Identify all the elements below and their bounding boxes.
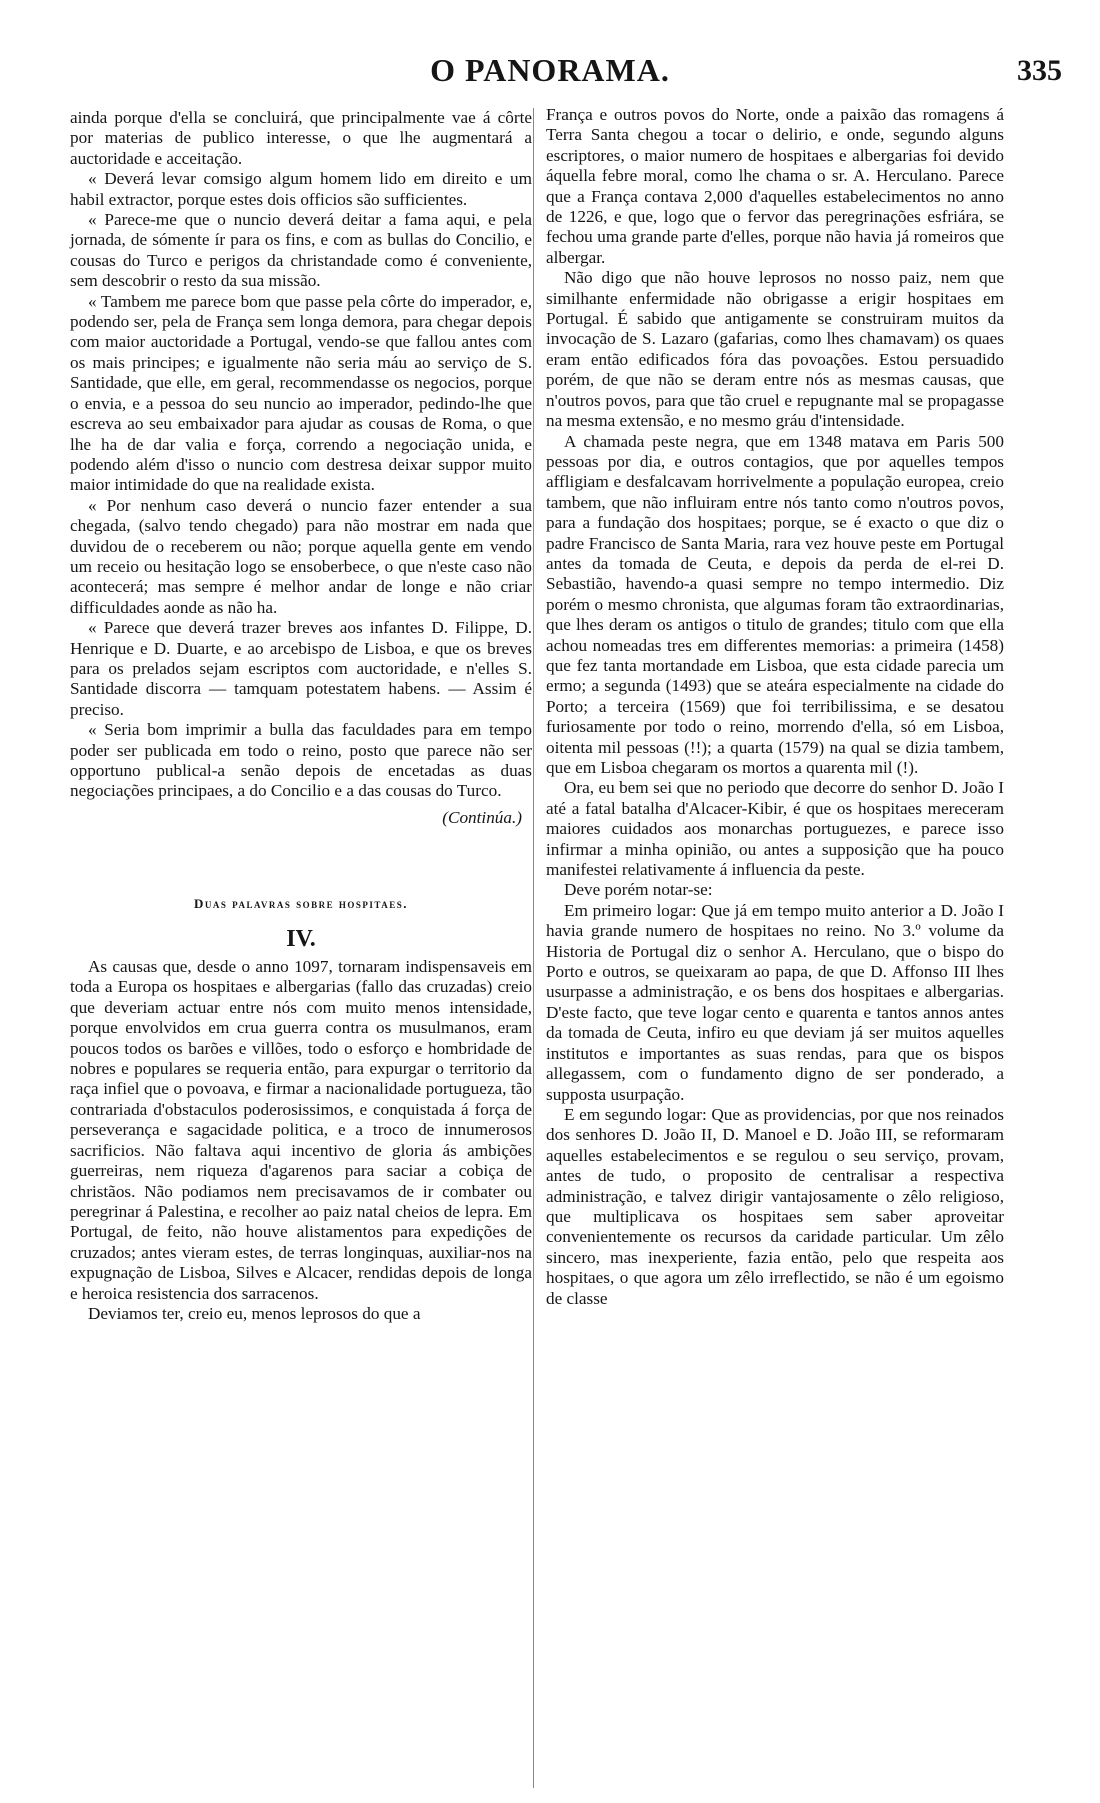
paragraph: « Seria bom imprimir a bulla das faculdades para em tempo poder ser publicada em todo o reino, posto que parece não ser opportuno publical-a senão depois de encetadas as duas negociações principaes, a do Concilio e a das cousas do Turco. xyxy=(70,720,532,801)
continua-note: (Continúa.) xyxy=(442,807,522,827)
paragraph: Deviamos ter, creio eu, menos leprosos do que a xyxy=(88,1303,421,1323)
section-number: IV. xyxy=(286,925,316,952)
page-header xyxy=(0,52,1100,92)
paragraph: A chamada peste negra, que em 1348 matava em Paris 500 pessoas por dia, e outros contagios, que por aquelles tempos affligiam e desfalcavam horrivelmente a população europea, creio tambem, que não influiram entre nós tanto como n'outros povos, para a fundação dos hospitaes; porque, se é exacto o que diz o padre Francisco de Santa Maria, rara vez houve peste em Portugal antes da tomada de Ceuta, e depois da perda de el-rei D. Sebastião, havendo-a quasi sempre no tempo intermedio. Diz porém o mesmo chronista, que algumas foram tão extraordinarias, que lhes deram os antigos o titulo de grandes; titulo com que ella achou nomeadas tres em differentes memorias: a primeira (1458) que fez tanta mortandade em Lisboa, que esta cidade parecia um ermo; a segunda (1493) que se ateára especialmente na cidade do Porto; a terceira (1569) que foi terribilissima, e se desatou furiosamente por todo o reino, morrendo d'ella, só em Lisboa, oitenta mil pessoas (!!); a quarta (1579) na qual se dizia tambem, que em Lisboa chegaram os mortos a quarenta mil (!). xyxy=(546,431,1004,777)
column-divider xyxy=(533,108,534,1788)
paragraph: França e outros povos do Norte, onde a paixão das romagens á Terra Santa chegou a tocar o delirio, e onde, segundo alguns escriptores, o maior numero de hospitaes e albergarias foi devido áquella febre moral, como lhe chama o sr. A. Herculano. Parece que a França contava 2,000 d'aquelles estabelecimentos no anno de 1226, e que, logo que o fervor das peregrinações esfriára, se fechou uma grande parte d'elles, porque não havia já romeiros que albergar. xyxy=(546,105,1004,267)
paragraph: As causas que, desde o anno 1097, tornaram indispensaveis em toda a Europa os hospitaes e albergarias (fallo das cruzadas) creio que deveriam actuar entre nós com muito menos intensidade, porque envolvidos em crua guerra contra os musulmanos, eram poucos todos os barões e villões, todo o esforço e hombridade de nobres e populares se requeria então, para expurgar o territorio da raça infiel que o povoava, e firmar a nacionalidade portugueza, tão contrariada d'obstaculos poderosissimos, e conquistada á força de perseverança e sagacidade politica, e a troco de innumerosos sacrificios. Não faltava aqui incentivo de gloria ás ambições guerreiras, nem riqueza d'agarenos para saciar a cobiça de christãos. Não podiamos nem precisavamos de ir combater ou peregrinar á Palestina, e recolher ao paiz natal cheios de lepra. Em Portugal, de feito, não houve alistamentos para expedições de cruzados; antes vieram estes, de terras longinquas, auxiliar-nos na expugnação de Lisboa, Silves e Alcacer, rendidas depois de longa e heroica resistencia dos sarracenos. xyxy=(70,957,532,1303)
paragraph: Ora, eu bem sei que no periodo que decorre do senhor D. João I até a fatal batalha d'Alcacer-Kibir, é que os hospitaes mereceram maiores cuidados aos monarchas portuguezes, e parece isso infirmar a minha opinião, ou antes a supposição que ha pouco manifestei relativamente á influencia da peste. xyxy=(546,778,1004,880)
paragraph: E em segundo logar: Que as providencias, por que nos reinados dos senhores D. João II, D. Manoel e D. João III, se reformaram aquelles estabelecimentos e se regulou o seu serviço, provam, antes de tudo, o proposito de centralisar a respectiva administração, e talvez dirigir vantajosamente o zêlo religioso, que multiplicava os hospitaes sem saber aproveitar convenientemente os recursos da caridade particular. Um zêlo sincero, mas inexperiente, fazia então, pelo que respeita aos hospitaes, o que agora um zêlo irreflectido, se não é um egoismo de classe xyxy=(546,1104,1004,1308)
paragraph: Em primeiro logar: Que já em tempo muito anterior a D. João I havia grande numero de hospitaes no reino. No 3.º volume da Historia de Portugal diz o senhor A. Herculano, que o bispo do Porto e outros, se queixaram ao papa, de que D. Affonso III lhes usurpasse a administração, e os bens dos hospitaes e albergarias. D'este facto, que teve logar cento e quarenta e tantos annos antes da tomada de Ceuta, infiro eu que deviam já ser muitos aquelles institutos e importantes as suas rendas, para que os bispos allegassem, com o fundamento digno de ser ponderado, a supposta usurpação. xyxy=(546,900,1004,1104)
paragraph: « Parece que deverá trazer breves aos infantes D. Filippe, D. Henrique e D. Duarte, e ao arcebispo de Lisboa, e que os breves para os prelados sejam escriptos com auctoridade, e n'elles S. Santidade discorra — tamquam potestatem habens. — Assim é preciso. xyxy=(70,618,532,719)
publication-title: O PANORAMA. xyxy=(430,52,670,88)
paragraph: « Por nenhum caso deverá o nuncio fazer entender a sua chegada, (salvo tendo chegado) para não mostrar em nada que duvidou de o receberem ou não; porque aquella gente em vendo um receio ou hesitação logo se ensoberbece, o que n'este caso não acontecerá; mas sempre é melhor andar de longe e não criar difficuldades aonde as não ha. xyxy=(70,495,532,617)
paragraph: « Deverá levar comsigo algum homem lido em direito e um habil extractor, porque estes dois officios são sufficientes. xyxy=(70,169,532,209)
section-title: Duas palavras sobre hospitaes. xyxy=(194,896,408,912)
page-number: 335 xyxy=(1017,54,1062,87)
paragraph: Deve porém notar-se: xyxy=(564,880,713,900)
left-column xyxy=(70,108,532,1324)
paragraph: Não digo que não houve leprosos no nosso paiz, nem que similhante enfermidade não obrigasse a erigir hospitaes em Portugal. É sabido que antigamente se construiram muitos da invocação de S. Lazaro (gafarias, como lhes chamavam) os quaes eram então edificados fóra das povoações. Estou persuadido porém, de que não se deram entre nós as mesmas causas, que n'outros povos, para que tão cruel e repugnante mal se propagasse na mesma extensão, e no mesmo gráu d'intensidade. xyxy=(546,268,1004,431)
paragraph: ainda porque d'ella se concluirá, que principalmente vae á côrte por materias de publico interesse, o que lhe augmentará a auctoridade e acceitação. xyxy=(70,108,532,168)
right-column xyxy=(546,105,1004,1309)
paragraph: « Parece-me que o nuncio deverá deitar a fama aqui, e pela jornada, de sómente ír para os fins, e com as bullas do Concilio, e cousas do Turco e perigos da christandade como é conveniente, sem descobrir o resto da sua missão. xyxy=(70,210,532,291)
paragraph: « Tambem me parece bom que passe pela côrte do imperador, e, podendo ser, pela de França sem longa demora, para chegar depois com maior auctoridade a Portugal, vendo-se que fallou antes com os mais principes; e igualmente não seria máu ao serviço de S. Santidade, que elle, em geral, recommendasse os negocios, porque o envia, e a pessoa do seu nuncio ao imperador, pedindo-lhe que escreva ao seu embaixador para ajudar as cousas de Roma, o que lhe ha de dar valia e força, correndo a negociação unida, e podendo além d'isso o nuncio com destresa deixar suppor muito maior intimidade do que na realidade exista. xyxy=(70,291,532,495)
